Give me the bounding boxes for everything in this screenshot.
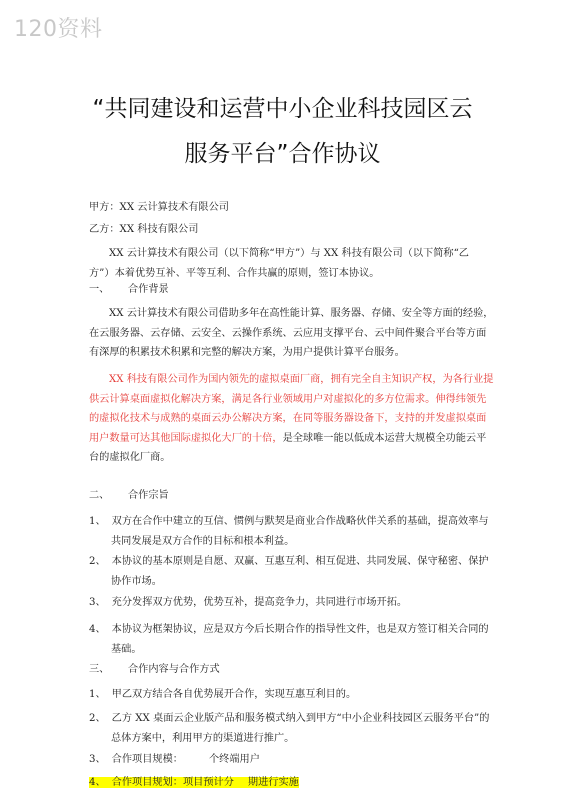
item-line <box>89 512 489 532</box>
intro-line: 方”）本着优势互补、平等互利、合作共赢的原则，签订本协议。 <box>89 267 380 279</box>
paragraph-line: 在云服务器、云存储、云安全、云操作系统、云应用支撑平台、云中间件聚合平台等方面 <box>89 327 487 339</box>
section-2-item <box>89 593 407 613</box>
item-line <box>89 620 489 640</box>
item-line: 总体方案中，利用甲方的渠道进行推广。 <box>111 732 295 744</box>
section-3-item <box>89 709 489 748</box>
section-2-item <box>89 552 489 591</box>
item-text: 双方在合作中建立的互信、惯例与默契是商业合作战略伙伴关系的基础，提高效率与 <box>111 516 489 527</box>
item-line <box>89 552 489 572</box>
red-text: 用户数量可达其他国际虚拟化大厂的十倍， <box>89 432 283 444</box>
document-title-line-2: 服务平台”合作协议 <box>184 141 381 167</box>
item-text: 甲乙双方结合各自优势展开合作，实现互惠互利目的。 <box>111 689 357 700</box>
section-2-heading: 合作宗旨 <box>128 490 169 501</box>
section-3-heading: 合作内容与合作方式 <box>128 664 220 675</box>
item-number: 4、 <box>89 624 106 635</box>
party-a: 甲方：XX 云计算技术有限公司 <box>89 202 229 213</box>
item-number: 3、 <box>89 754 106 765</box>
intro-paragraph <box>89 244 469 283</box>
paragraph-line: 台的虚拟化厂商。 <box>89 452 171 463</box>
paragraph-line-highlighted: 供云计算桌面虚拟化解决方案，满足各行业领域用户对虚拟化的多方位需求。伸得纬领先 <box>89 393 487 405</box>
section-1-paragraph-1 <box>89 304 494 363</box>
item-number: 2、 <box>89 713 106 724</box>
item-line <box>89 685 356 705</box>
item-line: 基础。 <box>111 643 142 655</box>
paragraph-line: XX 云计算技术有限公司借助多年在高性能计算、服务器、存储、安全等方面的经验， <box>109 308 494 319</box>
section-2-item <box>89 512 489 551</box>
section-3-item-plan <box>89 773 299 793</box>
item-value: 期进行实施 <box>234 777 299 788</box>
item-text: 乙方 XX 桌面云企业版产品和服务模式纳入到甲方“中小企业科技园区云服务平台”的 <box>111 713 490 724</box>
section-1-heading: 合作背景 <box>128 284 169 295</box>
item-line: 协作市场。 <box>111 575 162 587</box>
item-label: 合作项目规划：项目预计分 <box>106 777 234 788</box>
item-number: 1、 <box>89 689 106 700</box>
intro-line: XX 云计算技术有限公司（以下简称“甲方”）与 XX 科技有限公司（以下简称“乙 <box>109 248 469 259</box>
party-b: 乙方：XX 科技有限公司 <box>89 224 199 235</box>
section-3-item <box>89 685 356 705</box>
item-text: 本协议为框架协议，应是双方今后长期合作的指导性文件，也是双方签订相关合同的 <box>111 624 489 635</box>
item-number: 4、 <box>89 777 106 788</box>
item-number: 2、 <box>89 556 106 567</box>
paragraph-line: 有深厚的积累技术积累和完整的解决方案，为用户提供计算平台服务。 <box>89 347 405 358</box>
document-title-line-1: “共同建设和运营中小企业科技园区云 <box>92 96 473 122</box>
item-text: 充分发挥双方优势，优势互补，提高竞争力，共同进行市场开拓。 <box>111 597 408 608</box>
item-line <box>89 750 260 770</box>
paragraph-line-mixed <box>89 429 494 449</box>
paragraph-line-highlighted: XX 科技有限公司作为国内领先的虚拟桌面厂商，拥有完全自主知识产权，为各行业提 <box>109 374 494 385</box>
section-3-number: 三、 <box>89 664 110 675</box>
item-number: 3、 <box>89 597 106 608</box>
section-1-paragraph-2 <box>89 370 494 468</box>
item-line: 共同发展是双方合作的目标和根本利益。 <box>111 535 295 547</box>
section-2-item <box>89 620 489 659</box>
item-text: 本协议的基本原则是自愿、双赢、互惠互利、相互促进、共同发展、保守秘密、保护 <box>111 556 489 567</box>
item-label: 合作项目规模： <box>111 754 183 765</box>
section-3-item-scale <box>89 750 260 770</box>
item-line-highlighted <box>89 773 299 793</box>
black-text: 是全球唯一能以低成本运营大规模全功能云平 <box>282 432 487 444</box>
item-value: 个终端用户 <box>208 754 260 765</box>
paragraph-line-highlighted: 的虚拟化技术与成熟的桌面云办公解决方案，在同等服务器设备下，支持的并发虚拟桌面 <box>89 413 487 424</box>
item-number: 1、 <box>89 516 106 527</box>
item-line <box>89 593 407 613</box>
section-1-number: 一、 <box>89 284 110 295</box>
watermark: 120资料 <box>14 17 103 42</box>
section-2-number: 二、 <box>89 490 110 501</box>
item-line <box>89 709 489 729</box>
